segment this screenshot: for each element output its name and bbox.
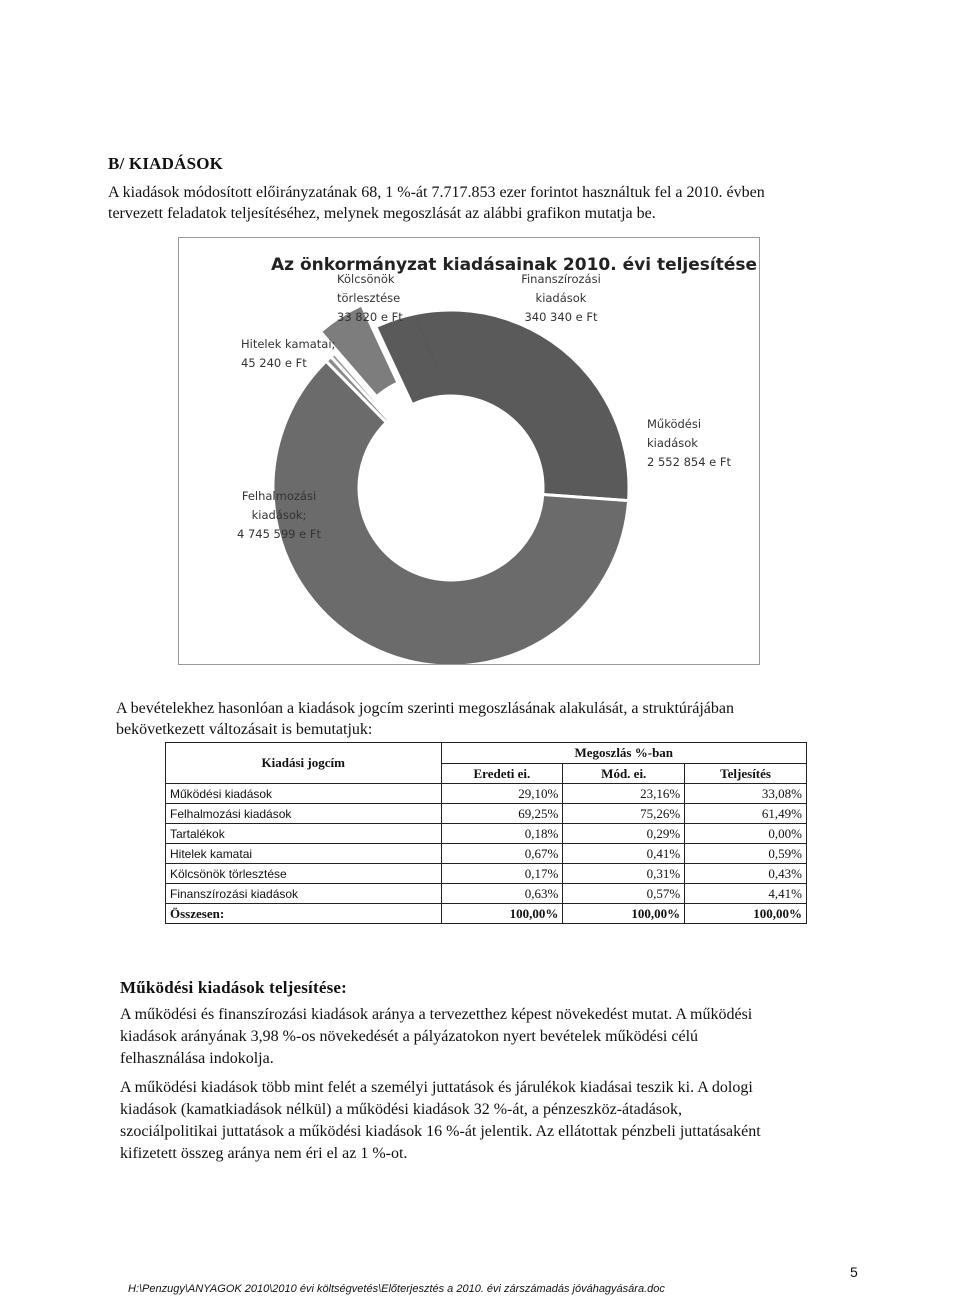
- chart-svg: [179, 238, 759, 664]
- col-header-category: Kiadási jogcím: [166, 743, 442, 784]
- total-label: Összesen:: [166, 904, 442, 924]
- table-row: [166, 804, 807, 824]
- p1-line-1: A működési és finanszírozási kiadások aránya a tervezetthez képest növekedést mutat. A működési: [120, 1006, 753, 1023]
- cell-modified: 75,26%: [563, 804, 685, 824]
- p2-line-3: szociálpolitikai juttatások a működési kiadások 16 %-át jelentik. Az ellátottak pénzbeli juttatásaként: [120, 1123, 761, 1140]
- cell-modified: 0,29%: [563, 824, 685, 844]
- col-header-actual: Teljesítés: [685, 764, 807, 784]
- section-title: B/ KIADÁSOK: [108, 154, 224, 173]
- cell-original: 0,67%: [441, 844, 563, 864]
- table-row: [166, 824, 807, 844]
- table-row: [166, 844, 807, 864]
- row-label: Finanszírozási kiadások: [166, 884, 442, 904]
- cell-modified: 0,31%: [563, 864, 685, 884]
- cell-original: 0,63%: [441, 884, 563, 904]
- cell-actual: 0,43%: [685, 864, 807, 884]
- col-header-group: Megoszlás %-ban: [441, 743, 807, 764]
- slice-label: Működési kiadások 2 552 854 e Ft: [647, 417, 732, 469]
- slice-label: Hitelek kamatai; 45 240 e Ft: [241, 337, 336, 370]
- col-header-modified: Mód. ei.: [563, 764, 685, 784]
- row-label: Működési kiadások: [166, 784, 442, 804]
- distribution-grid: [165, 742, 807, 924]
- p2-line-2: kiadások (kamatkiadások nélkül) a működési kiadások 32 %-át, a pénzeszköz-átadások,: [120, 1101, 683, 1118]
- table-row: [166, 864, 807, 884]
- cell-original: 0,18%: [441, 824, 563, 844]
- slice-label: Felhalmozási kiadások; 4 745 599 e Ft: [236, 489, 322, 541]
- cell-original: 29,10%: [441, 784, 563, 804]
- row-label: Tartalékok: [166, 824, 442, 844]
- expense-donut-chart: [178, 237, 760, 665]
- p2-line-4: kifizetett összeg aránya nem éri el az 1 %-ot.: [120, 1145, 408, 1162]
- p1-line-3: felhasználása indokolja.: [120, 1050, 274, 1067]
- row-label: Felhalmozási kiadások: [166, 804, 442, 824]
- p1-line-2: kiadások arányának 3,98 %-os növekedését a pályázatokon nyert bevételek működési célú: [120, 1028, 699, 1045]
- total-modified: 100,00%: [563, 904, 685, 924]
- total-original: 100,00%: [441, 904, 563, 924]
- cell-actual: 0,00%: [685, 824, 807, 844]
- page-number: 5: [850, 1264, 858, 1280]
- slice-label: Finanszírozási kiadások 340 340 e Ft: [521, 272, 601, 324]
- cell-modified: 0,57%: [563, 884, 685, 904]
- slice-label: Kölcsönök törlesztése 33 820 e Ft: [337, 272, 403, 324]
- cell-actual: 0,59%: [685, 844, 807, 864]
- chart-title: Az önkormányzat kiadásainak 2010. évi teljesítése: [271, 255, 758, 275]
- total-actual: 100,00%: [685, 904, 807, 924]
- cell-original: 0,17%: [441, 864, 563, 884]
- cell-modified: 0,41%: [563, 844, 685, 864]
- cell-original: 69,25%: [441, 804, 563, 824]
- cell-modified: 23,16%: [563, 784, 685, 804]
- intro-line-1: A kiadások módosított előirányzatának 68, 1 %-át 7.717.853 ezer forintot használtuk fel a 2010. évben: [108, 184, 765, 201]
- table-total-row: [166, 904, 807, 924]
- table-row: [166, 884, 807, 904]
- table-row: [166, 784, 807, 804]
- transition-line-1: A bevételekhez hasonlóan a kiadások jogcím szerinti megoszlásának alakulását, a struktúrájában: [116, 700, 734, 717]
- cell-actual: 61,49%: [685, 804, 807, 824]
- col-header-original: Eredeti ei.: [441, 764, 563, 784]
- row-label: Hitelek kamatai: [166, 844, 442, 864]
- donut-slice: [376, 310, 629, 501]
- cell-actual: 33,08%: [685, 784, 807, 804]
- intro-line-2: tervezett feladatok teljesítéséhez, melynek megoszlását az alábbi grafikon mutatja be.: [108, 205, 656, 222]
- subsection-title: Működési kiadások teljesítése:: [120, 978, 347, 997]
- p2-line-1: A működési kiadások több mint felét a személyi juttatások és járulékok kiadásai teszik ki. A dologi: [120, 1079, 753, 1096]
- footer-file-path: H:\Penzugy\ANYAGOK 2010\2010 évi költségvetés\Előterjesztés a 2010. évi zárszámadás jóváhagyására.doc: [128, 1283, 665, 1295]
- row-label: Kölcsönök törlesztése: [166, 864, 442, 884]
- distribution-table: [165, 742, 807, 924]
- cell-actual: 4,41%: [685, 884, 807, 904]
- transition-line-2: bekövetkezett változásait is bemutatjuk:: [116, 721, 373, 738]
